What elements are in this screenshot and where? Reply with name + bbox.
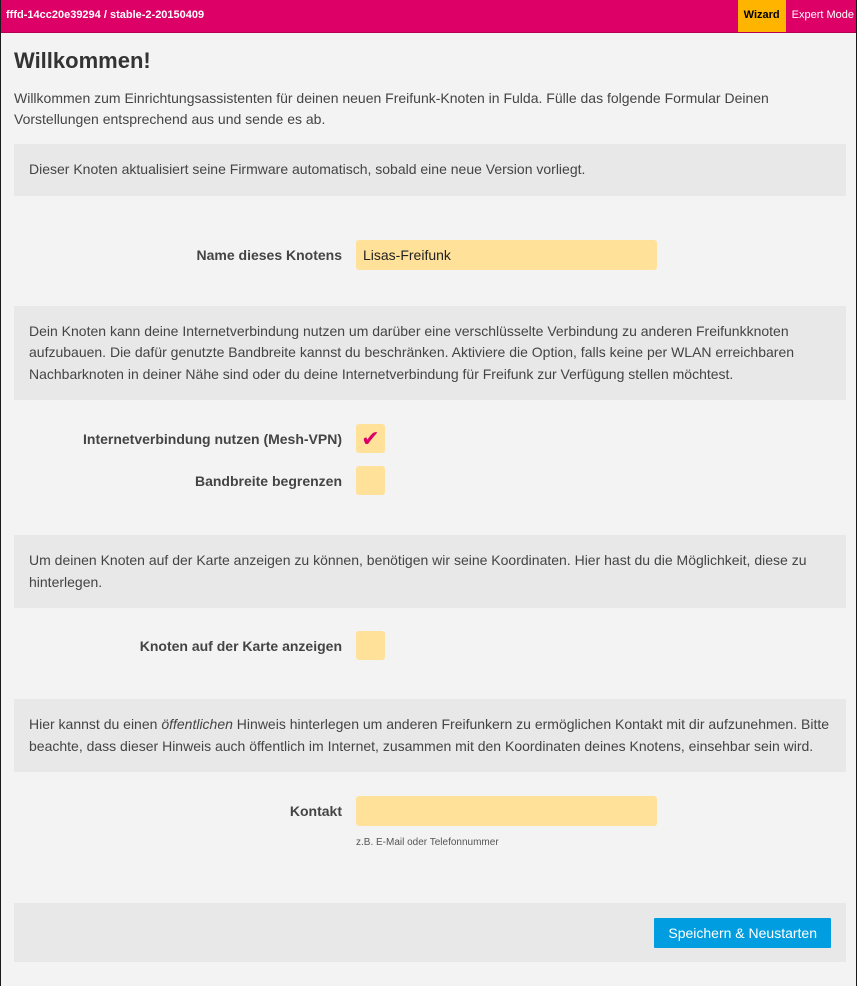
autoupdate-note: Dieser Knoten aktualisiert seine Firmware automatisch, sobald eine neue Version vorliegt. xyxy=(14,144,846,196)
location-checkbox[interactable] xyxy=(356,631,385,660)
mesh-vpn-checkbox[interactable] xyxy=(356,424,385,453)
bandwidth-row xyxy=(14,466,846,495)
mesh-vpn-label: Internetverbindung nutzen (Mesh-VPN) xyxy=(83,430,342,447)
contact-note xyxy=(14,699,846,772)
hostname-row xyxy=(14,240,846,270)
save-restart-button[interactable]: Speichern & Neustarten xyxy=(654,918,831,948)
hostname-label: Name dieses Knotens xyxy=(196,246,342,263)
page-title: Willkommen! xyxy=(14,48,151,73)
mesh-vpn-row xyxy=(14,424,846,453)
mode-switch xyxy=(738,0,856,32)
location-note: Um deinen Knoten auf der Karte anzeigen zu können, benötigen wir seine Koordinaten. Hier hast du die Möglichkeit, diese zu hinterlegen. xyxy=(14,535,846,608)
top-bar xyxy=(1,0,856,33)
bandwidth-label: Bandbreite begrenzen xyxy=(194,472,342,489)
contact-note-text-rest: Hinweis hinterlegen um anderen Freifunkern zu ermöglichen Kontakt mit dir aufzunehmen. Bitte beachte, dass dieser Hinweis auch öffentlich im Internet, zusammen mit den Koordinaten deines Knotens, einsehbar sein wird. xyxy=(29,716,830,754)
contact-input[interactable] xyxy=(356,796,657,826)
expert-mode-link[interactable]: Expert Mode xyxy=(791,9,854,21)
contact-label: Kontakt xyxy=(289,803,342,819)
hostname-input[interactable] xyxy=(356,240,657,270)
mesh-vpn-note: Dein Knoten kann deine Internetverbindung nutzen um darüber eine verschlüsselte Verbindung zu anderen Freifunkknoten aufzubauen. Die dafür genutzte Bandbreite kannst du beschränken. Aktiviere die Option, falls keine per WLAN erreichbaren Nachbarknoten in deiner Nähe sind oder du deine Internetverbindung für Freifunk zur Verfügung stellen möchtest. xyxy=(14,306,846,401)
intro-text: Willkommen zum Einrichtungsassistenten für deinen neuen Freifunk-Knoten in Fulda. Fülle das folgende Formular Deinen Vorstellungen entsprechend aus und sende es ab. xyxy=(14,90,769,127)
form-actions xyxy=(14,903,846,962)
contact-note-text: Hier kannst du einen xyxy=(29,716,162,732)
bandwidth-checkbox[interactable] xyxy=(356,466,385,495)
contact-note-emphasis: öffentlichen xyxy=(161,716,233,732)
contact-row xyxy=(14,796,846,826)
wizard-form xyxy=(1,48,856,962)
location-row xyxy=(14,631,846,660)
wizard-mode-tab[interactable]: Wizard xyxy=(738,0,786,32)
contact-hint: z.B. E-Mail oder Telefonnummer xyxy=(356,837,499,848)
location-label: Knoten auf der Karte anzeigen xyxy=(139,637,342,654)
checkmark-icon: ✔ xyxy=(361,425,380,451)
node-title: fffd-14cc20e39294 / stable-2-20150409 xyxy=(6,9,205,21)
